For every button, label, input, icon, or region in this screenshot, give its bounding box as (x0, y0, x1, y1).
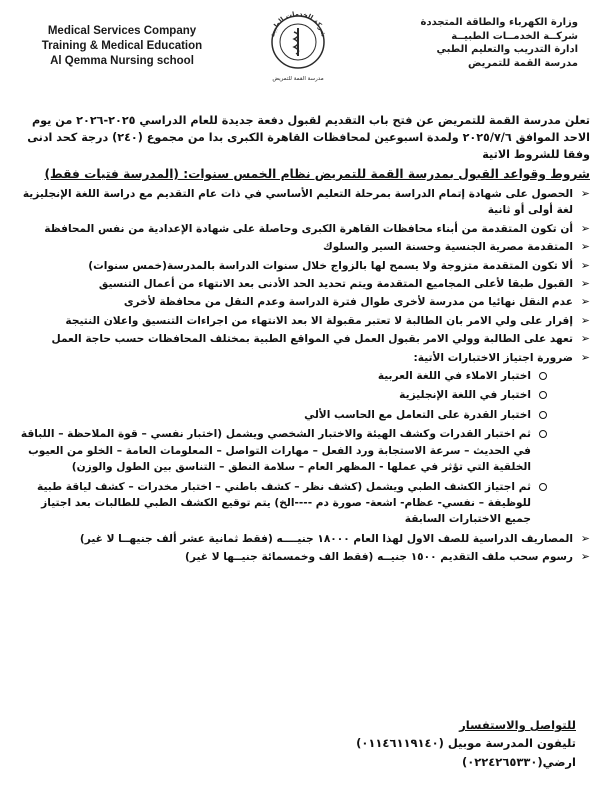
test-item: ثم اختبار القدرات وكشف الهيئة والاختبار الشخصي ويشمل (اختبار نفسي – قوة الملاحظة – اللباقة في الحديث – سرعة الاستجابة ورد الفعل – مهارات التواصل – المعلومات العامة – الخلو من العيوب الخلقية التي تؤثر في عملها - المظهر العام – سلامة النطق – التناسق بين الطول والوزن) (14, 426, 547, 475)
condition-item: ➢ القبول طبقا لأعلى المجاميع المتقدمة ويتم تحديد الحد الأدنى بعد الانتهاء من أعمال التنسيق (14, 276, 590, 292)
arrow-bullet-icon: ➢ (580, 240, 590, 254)
condition-item: ➢ إقرار على ولي الامر بان الطالبة لا تعتبر مقبولة الا بعد الانتهاء من اجراءات التنسيق واعلان النتيجة (14, 313, 590, 329)
contact-section (276, 716, 576, 772)
logo-bottom-text: مدرسة القمة للتمريض (272, 76, 324, 82)
tests-list (14, 368, 573, 528)
condition-item: ➢ عدم النقل نهائيا من مدرسة لأخرى طوال فترة الدراسة وعدم النقل من محافظة لأخرى (14, 294, 590, 310)
school-name-en: Al Qemma Nursing school (50, 55, 194, 67)
logo-ring-text: شركة الخدمات الطبية (268, 9, 328, 38)
condition-item: ➢ الحصول على شهادة إتمام الدراسة بمرحلة التعليم الأساسي في ذات عام التقديم مع دراسة اللغة الإنجليزية لغة أولى أو ثانية (22, 187, 590, 217)
circle-bullet-icon (539, 483, 547, 491)
department-name-ar: ادارة التدريب والتعليم الطبي (436, 44, 578, 55)
letterhead (0, 0, 606, 100)
arrow-bullet-icon: ➢ (580, 221, 590, 235)
arrow-bullet-icon: ➢ (580, 332, 590, 346)
arrow-bullet-icon: ➢ (580, 187, 590, 200)
landline-phone: ارضي(٠٢٢٤٢٦٥٣٣٠) (461, 755, 576, 769)
section-title: شروط وقواعد القبول بمدرسة القمة للتمريض نظام الخمس سنوات: (المدرسة فتيات فقط) (44, 167, 590, 181)
test-item: اختبار في اللغة الإنجليزية (14, 387, 547, 403)
arabic-letterhead (408, 16, 578, 70)
conditions-list (14, 186, 590, 566)
test-item: ثم اجتياز الكشف الطبي ويشمل (كشف نظر – كشف باطني – اختبار مخدرات – كشف لياقة طبية للوظيفة – نفسي- عظام- اشعة- صورة دم ----الخ) يتم توقيع الكشف الطبي للطالبات بعد اجتياز جميع الاختبارات السابقة (14, 479, 547, 528)
crescent-snake-emblem-icon (266, 8, 330, 86)
condition-item-tests: ➢ ضرورة اجتياز الاختبارات الأتية: اختبار الاملاء في اللغة العربية اختبار في اللغة الإنجليزية اختبار القدرة على التعامل مع الحاسب الألي ثم اختبار القدرات وكشف الهيئة والاختبار الشخصي ويشمل (اختبار نفسي – قوة الملاحظة – اللباقة في الحديث – سرعة الاستجابة ورد الفعل – مهارات التواصل – المعلومات العامة – الخلو من العيوب الخلقية التي تؤثر في عملها - المظهر العام – سلامة النطق – التناسق بين الطول والوزن) ثم اجتياز الكشف الطبي ويشمل (كشف نظر – كشف باطني – اختبار مخدرات – كشف لياقة طبية للوظيفة – نفسي- عظام- اشعة- صورة دم ----الخ) يتم توقيع الكشف الطبي للطالبات بعد اجتياز جميع الاختبارات السابقة (14, 350, 590, 528)
mobile-phone: تليفون المدرسة موبيل (٠١١٤٦١١٩١٤٠) (356, 736, 576, 750)
arrow-bullet-icon: ➢ (580, 277, 590, 291)
announcement-intro: تعلن مدرسة القمة للتمريض عن فتح باب التقديم لقبول دفعة جديدة للعام الدراسي ٢٠٢٥-٢٠٢٦ من يوم الاحد الموافق ٢٠٢٥/٧/٦ ولمدة اسبوعين لمحافظات القاهرة الكبرى بدا من مجموع (٢٤٠) درجة كحد ادنى وفقا للشروط الاتية (27, 114, 590, 161)
arrow-bullet-icon: ➢ (580, 258, 590, 272)
arrow-bullet-icon: ➢ (580, 350, 590, 364)
test-item: اختبار القدرة على التعامل مع الحاسب الألي (14, 407, 547, 423)
test-item: اختبار الاملاء في اللغة العربية (14, 368, 547, 384)
condition-item: ➢ تعهد على الطالبة وولي الامر بقبول العمل في المواقع الطبية بمختلف المحافظات حسب حاجة العمل (14, 331, 590, 347)
condition-item: ➢ ألا تكون المتقدمة متزوجة ولا يسمح لها بالزواج خلال سنوات الدراسة بالمدرسة(خمس سنوات) (14, 258, 590, 274)
company-name-ar: شركــة الخدمــات الطبيــة (451, 30, 578, 42)
fee-item: ➢ المصاريف الدراسية للصف الاول لهذا العام ١٨٠٠٠ جنيــــه (فقط ثمانية عشر ألف جنيهــا لا غير) (14, 531, 590, 547)
contact-title: للتواصل والاستفسار (459, 718, 576, 732)
condition-item: ➢ أن تكون المتقدمة من أبناء محافظات القاهرة الكبرى وحاصلة على شهادة الإعدادية من نفس المحافظة (14, 221, 590, 237)
circle-bullet-icon (539, 391, 547, 399)
department-name-en: Training & Medical Education (41, 40, 203, 52)
arrow-bullet-icon: ➢ (580, 531, 590, 545)
arrow-bullet-icon: ➢ (580, 313, 590, 327)
arrow-bullet-icon: ➢ (580, 295, 590, 309)
circle-bullet-icon (539, 372, 547, 380)
company-name-en: Medical Services Company (47, 25, 197, 37)
announcement-body (14, 112, 590, 568)
ministry-name: وزارة الكهرباء والطاقة المتجددة (420, 17, 578, 28)
school-name-ar: مدرسة القمة للتمريض (468, 57, 578, 69)
arrow-bullet-icon: ➢ (580, 550, 590, 564)
fee-item: ➢ رسوم سحب ملف التقديم ١٥٠٠ جنيــه (فقط الف وخمسمائة جنيــها لا غير) (14, 549, 590, 565)
circle-bullet-icon (539, 430, 547, 438)
circle-bullet-icon (539, 411, 547, 419)
condition-item: ➢ المتقدمة مصرية الجنسية وحسنة السير والسلوك (14, 239, 590, 255)
english-letterhead (12, 24, 232, 69)
